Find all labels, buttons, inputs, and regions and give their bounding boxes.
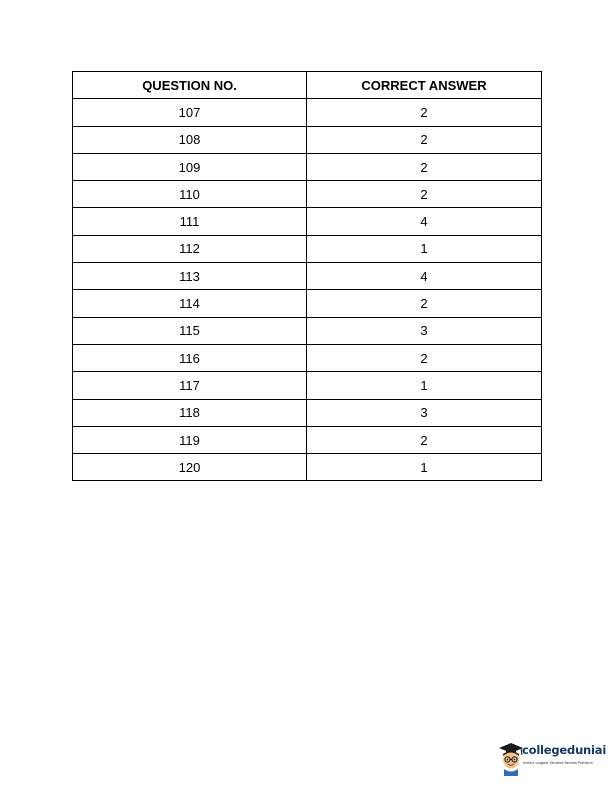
correct-answer-cell: 2 xyxy=(307,153,542,180)
correct-answer-cell: 3 xyxy=(307,399,542,426)
table-row xyxy=(73,263,542,290)
question-number-cell: 117 xyxy=(73,372,307,399)
table-row xyxy=(73,426,542,453)
question-number-cell: 115 xyxy=(73,317,307,344)
table-row xyxy=(73,235,542,262)
question-number-cell: 107 xyxy=(73,99,307,126)
table-row xyxy=(73,99,542,126)
correct-answer-cell: 1 xyxy=(307,372,542,399)
question-number-cell: 116 xyxy=(73,344,307,371)
question-number-cell: 110 xyxy=(73,181,307,208)
correct-answer-cell: 2 xyxy=(307,181,542,208)
correct-answer-cell: 1 xyxy=(307,235,542,262)
question-number-cell: 120 xyxy=(73,454,307,481)
correct-answer-cell: 2 xyxy=(307,344,542,371)
correct-answer-cell: 4 xyxy=(307,208,542,235)
answer-key-table xyxy=(72,71,542,481)
question-number-cell: 119 xyxy=(73,426,307,453)
answer-rows xyxy=(73,99,542,481)
collegedunia-logo xyxy=(497,740,612,780)
question-number-cell: 112 xyxy=(73,235,307,262)
header-row xyxy=(73,72,542,99)
question-number-cell: 108 xyxy=(73,126,307,153)
correct-answer-cell: 2 xyxy=(307,126,542,153)
question-number-cell: 114 xyxy=(73,290,307,317)
question-number-cell: 109 xyxy=(73,153,307,180)
table-row xyxy=(73,372,542,399)
table-row xyxy=(73,454,542,481)
logo-wordmark: collegeduniai xyxy=(522,743,607,757)
table-row xyxy=(73,290,542,317)
correct-answer-cell: 4 xyxy=(307,263,542,290)
table-row xyxy=(73,153,542,180)
correct-answer-cell: 2 xyxy=(307,290,542,317)
table-row xyxy=(73,126,542,153)
question-number-cell: 113 xyxy=(73,263,307,290)
correct-answer-cell: 2 xyxy=(307,99,542,126)
table-row xyxy=(73,344,542,371)
table-row xyxy=(73,181,542,208)
table-row xyxy=(73,399,542,426)
correct-answer-header: CORRECT ANSWER xyxy=(307,72,542,99)
graduate-mascot-icon xyxy=(497,740,525,776)
table-row xyxy=(73,317,542,344)
correct-answer-cell: 2 xyxy=(307,426,542,453)
correct-answer-cell: 1 xyxy=(307,454,542,481)
question-number-cell: 111 xyxy=(73,208,307,235)
table-row xyxy=(73,208,542,235)
correct-answer-cell: 3 xyxy=(307,317,542,344)
question-number-cell: 118 xyxy=(73,399,307,426)
logo-tagline: India's Largest Student Review Platform xyxy=(523,761,593,765)
question-no-header: QUESTION NO. xyxy=(73,72,307,99)
